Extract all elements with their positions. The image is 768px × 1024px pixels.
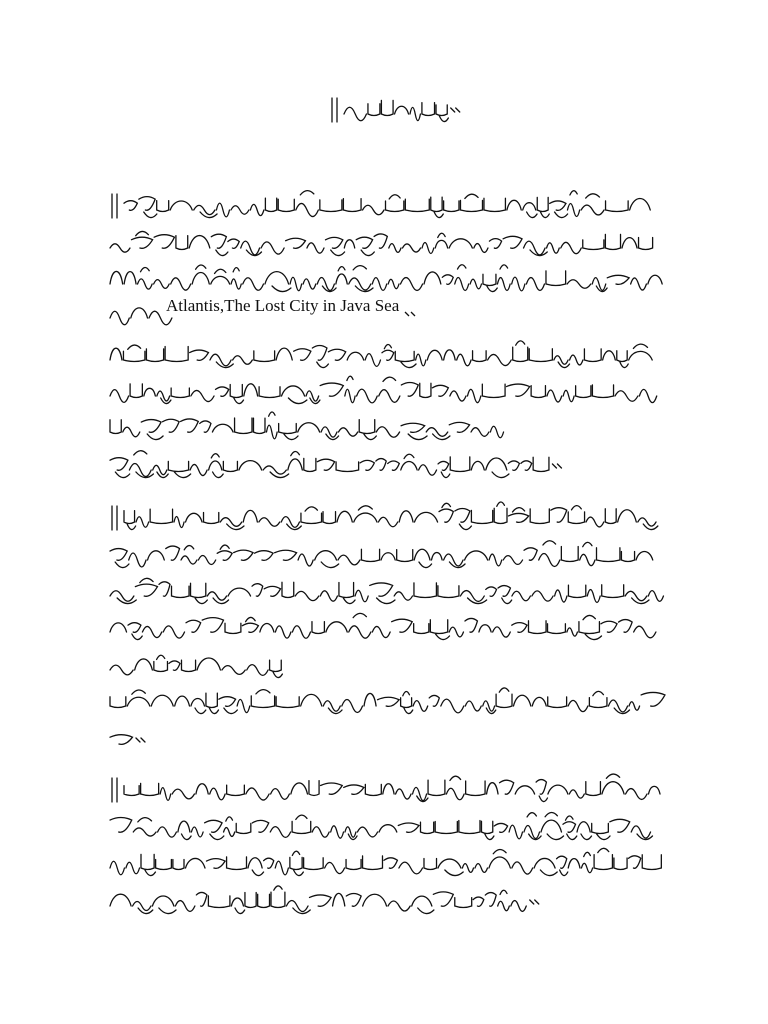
- javanese-glyphs: [110, 226, 660, 260]
- javanese-text-line: [110, 226, 660, 260]
- javanese-glyph-path: [110, 231, 653, 255]
- javanese-text-line: [110, 410, 502, 444]
- javanese-glyph-path: [110, 541, 653, 568]
- javanese-glyphs: [110, 772, 660, 806]
- inline-latin-text: Atlantis,The Lost City in Java Sea: [166, 296, 400, 315]
- javanese-glyph-path: [110, 886, 539, 914]
- javanese-glyphs: [110, 648, 290, 682]
- javanese-glyph-path: [110, 451, 561, 478]
- javanese-glyph-path: [110, 341, 652, 368]
- javanese-glyph-path: [112, 502, 658, 530]
- javanese-glyphs: [110, 810, 660, 844]
- javanese-text-line: [110, 884, 530, 918]
- javanese-glyph-path: [110, 308, 172, 325]
- javanese-glyphs: [110, 500, 660, 534]
- javanese-text-line: [110, 296, 162, 330]
- javanese-title-glyphs: [330, 92, 450, 126]
- javanese-glyph-path: [112, 191, 650, 218]
- javanese-text-line: [110, 648, 290, 682]
- javanese-text-line: [110, 262, 660, 296]
- pada-end-mark: [403, 296, 423, 330]
- javanese-glyphs: [110, 610, 660, 644]
- javanese-text-line: [110, 846, 660, 880]
- javanese-glyph-path: [110, 578, 663, 603]
- javanese-glyphs: [110, 722, 140, 756]
- javanese-glyph-path: [110, 655, 282, 677]
- javanese-text-line: [110, 500, 660, 534]
- javanese-glyphs: [110, 410, 502, 444]
- javanese-glyph-path: [110, 412, 504, 440]
- javanese-text-line: [110, 722, 140, 756]
- javanese-glyph-path: [110, 265, 662, 292]
- javanese-text-line: [110, 374, 660, 408]
- javanese-text-line: [110, 538, 660, 572]
- javanese-glyphs: [110, 574, 660, 608]
- javanese-glyph-path: [110, 813, 652, 840]
- javanese-text-line: [110, 684, 660, 718]
- javanese-text-line: [110, 810, 660, 844]
- javanese-glyph-path: [110, 376, 657, 403]
- pada-end-mark-path: [405, 312, 415, 316]
- javanese-glyph-path: [110, 688, 665, 714]
- javanese-glyphs: [110, 188, 660, 222]
- javanese-glyph-path: [110, 848, 661, 875]
- javanese-glyphs: [110, 262, 660, 296]
- javanese-glyphs: [110, 296, 162, 330]
- javanese-text-line: [110, 448, 550, 482]
- javanese-glyphs: [110, 374, 660, 408]
- javanese-glyph-path: [332, 98, 460, 122]
- document-title: [330, 92, 450, 126]
- javanese-text-line: [110, 338, 660, 372]
- javanese-text-line: [110, 574, 660, 608]
- javanese-glyphs: [110, 684, 660, 718]
- pada-end-mark-glyph: [403, 296, 423, 330]
- javanese-text-line: [110, 772, 660, 806]
- javanese-glyphs: [110, 846, 660, 880]
- javanese-glyphs: [110, 884, 530, 918]
- javanese-glyph-path: [110, 735, 145, 745]
- javanese-glyph-path: [112, 774, 660, 802]
- javanese-glyphs: [110, 338, 660, 372]
- javanese-text-line: [110, 610, 660, 644]
- javanese-glyphs: [110, 448, 550, 482]
- javanese-text-line: [110, 188, 660, 222]
- javanese-glyph-path: [110, 613, 656, 639]
- javanese-glyphs: [110, 538, 660, 572]
